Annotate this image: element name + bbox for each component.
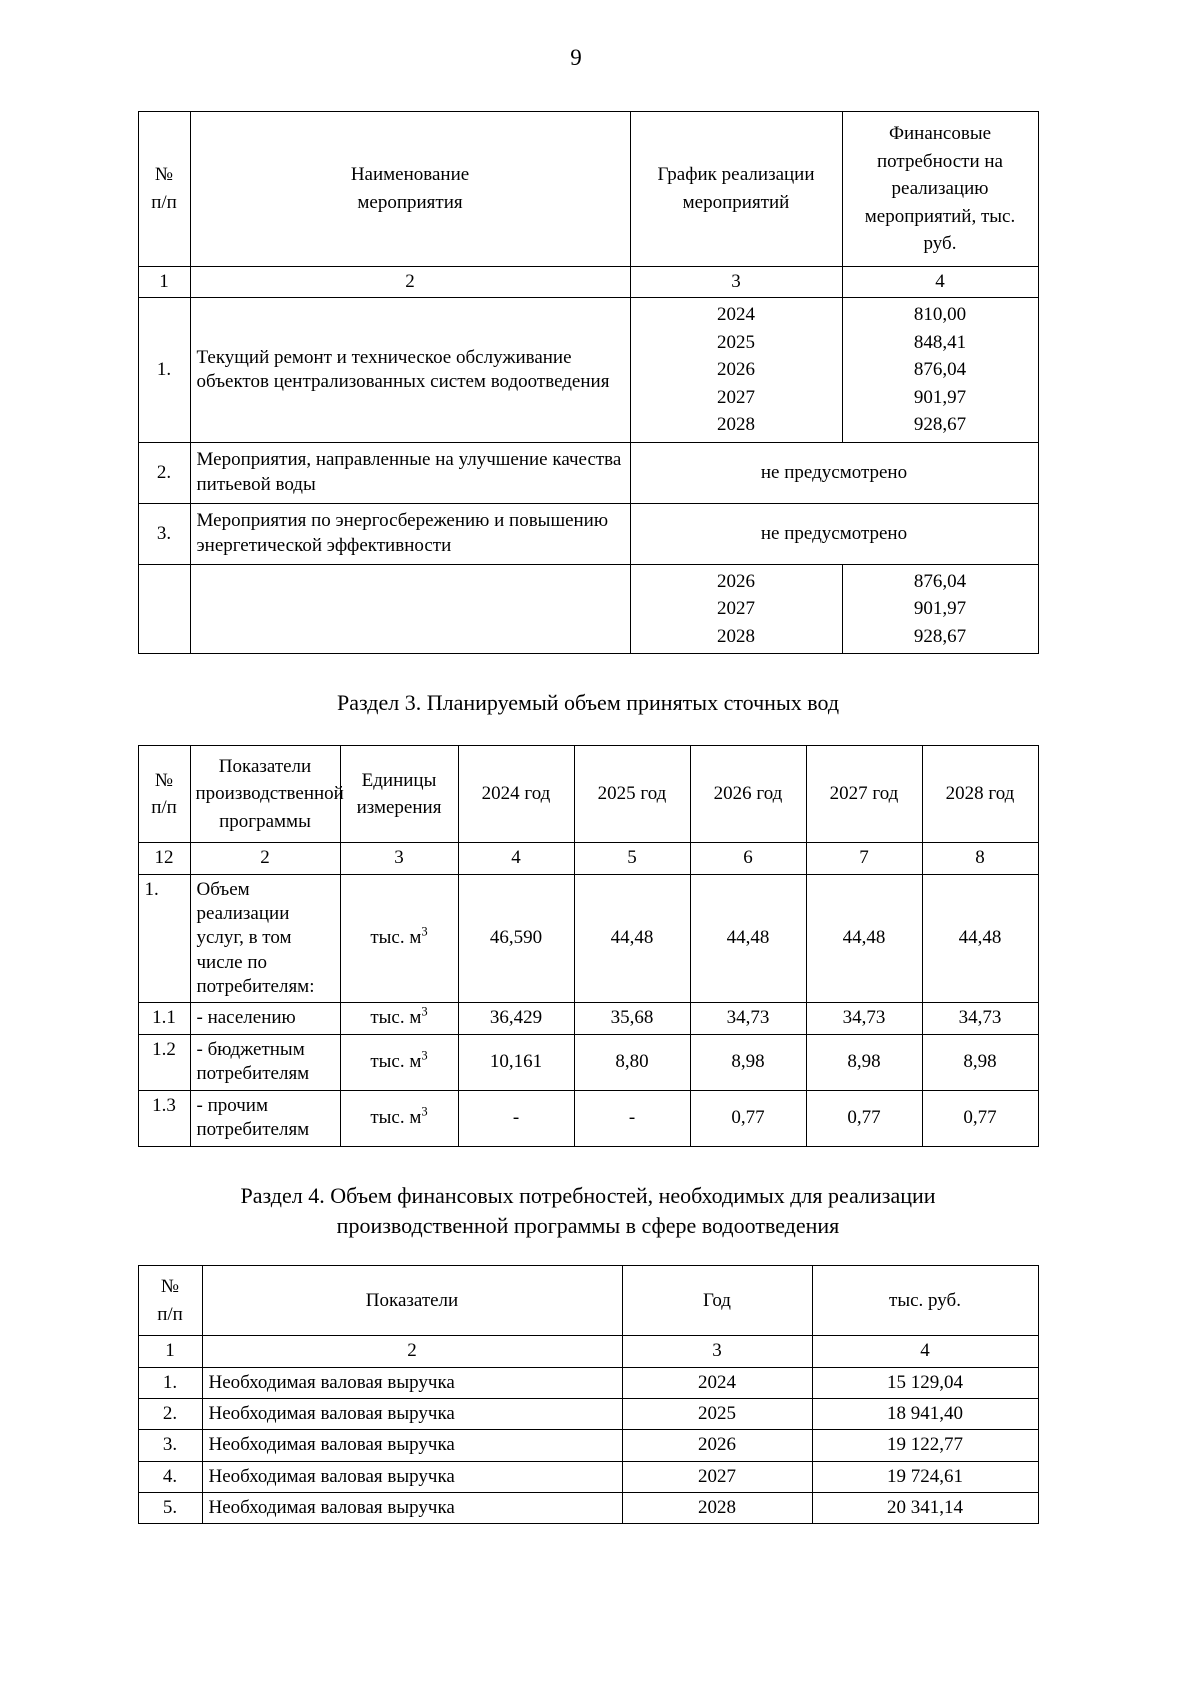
colnum-3: 3	[630, 266, 842, 297]
header-finance-line2: потребности на	[877, 150, 1003, 172]
colnum-8: 8	[922, 843, 1038, 874]
row-schedule-years	[630, 298, 842, 443]
row-value-2025: 8,80	[574, 1034, 690, 1090]
row-year: 2026	[622, 1430, 812, 1461]
row-value-2024: 10,161	[458, 1034, 574, 1090]
row-value-2026: 44,48	[690, 874, 806, 1003]
unit-text: тыс. м	[370, 1106, 422, 1128]
colnum-1: 1	[138, 1336, 202, 1367]
row-value-2026: 8,98	[690, 1034, 806, 1090]
year-item: 2027	[717, 386, 755, 408]
column-number-row	[138, 843, 1038, 874]
row-indicator: Необходимая валовая выручка	[202, 1461, 622, 1492]
row-value-2028: 0,77	[922, 1090, 1038, 1146]
row-number: 1.	[138, 298, 190, 443]
value-item: 848,41	[913, 331, 967, 353]
header-cell-no	[138, 745, 190, 843]
unit-text: тыс. м	[370, 1007, 422, 1029]
table-row	[138, 1492, 1038, 1523]
colnum-2: 2	[190, 843, 340, 874]
row-amount: 19 724,61	[812, 1461, 1038, 1492]
row-indicator: Необходимая валовая выручка	[202, 1399, 622, 1430]
row-value-2026: 34,73	[690, 1003, 806, 1034]
header-cell-indicator	[190, 745, 344, 843]
header-cell-no	[138, 1266, 202, 1336]
row-year: 2024	[622, 1367, 812, 1398]
table-row	[138, 1034, 1038, 1090]
unit-superscript: 3	[421, 1048, 428, 1063]
year-item: 2027	[717, 598, 755, 620]
header-cell-schedule	[630, 112, 842, 267]
colnum-7: 7	[806, 843, 922, 874]
header-cell-name	[190, 112, 630, 267]
colnum-6: 6	[690, 843, 806, 874]
row-unit	[340, 1090, 458, 1146]
table-row	[138, 874, 1038, 1003]
row-not-provided: не предусмотрено	[630, 503, 1038, 564]
value-item: 901,97	[913, 598, 967, 620]
colnum-1: 1	[138, 266, 190, 297]
header-cell-year-2026: 2026 год	[690, 745, 806, 843]
value-item: 928,67	[913, 414, 967, 436]
unit-text: тыс. м	[370, 1050, 422, 1072]
table-row	[138, 298, 1038, 443]
column-number-row	[138, 266, 1038, 297]
header-indicator-line3: программы	[219, 810, 311, 832]
row-schedule-years	[630, 564, 842, 654]
row-value-2025: -	[574, 1090, 690, 1146]
header-finance-line4: мероприятий, тыс.	[864, 205, 1016, 227]
header-no-line1: №	[160, 1276, 180, 1298]
row-value-2025: 35,68	[574, 1003, 690, 1034]
row-value-2027: 0,77	[806, 1090, 922, 1146]
colnum-2: 2	[202, 1336, 622, 1367]
value-item: 876,04	[913, 359, 967, 381]
table-row	[138, 1399, 1038, 1430]
measures-table	[138, 111, 1039, 654]
row-number: 3.	[138, 1430, 202, 1461]
row-finance-values	[842, 298, 1038, 443]
row-amount: 15 129,04	[812, 1367, 1038, 1398]
row-indicator: - бюджетным потребителям	[190, 1034, 340, 1090]
colnum-3: 3	[622, 1336, 812, 1367]
row-value-2024: -	[458, 1090, 574, 1146]
row-measure-name	[190, 564, 630, 654]
colnum-5: 5	[574, 843, 690, 874]
row-value-2027: 44,48	[806, 874, 922, 1003]
row-indicator: - прочим потребителям	[190, 1090, 340, 1146]
row-amount: 18 941,40	[812, 1399, 1038, 1430]
wastewater-volume-table	[138, 745, 1039, 1147]
header-name-line2: мероприятия	[357, 191, 463, 213]
row-number: 1.1	[138, 1003, 190, 1034]
header-no-line2: п/п	[157, 1303, 183, 1325]
value-item: 876,04	[913, 570, 967, 592]
header-cell-year-2027: 2027 год	[806, 745, 922, 843]
unit-superscript: 3	[421, 1104, 428, 1119]
row-number: 3.	[138, 503, 190, 564]
unit-superscript: 3	[421, 1004, 428, 1019]
header-no-line1: №	[154, 769, 174, 791]
year-item: 2028	[717, 414, 755, 436]
row-number: 2.	[138, 1399, 202, 1430]
colnum-4: 4	[842, 266, 1038, 297]
row-number: 5.	[138, 1492, 202, 1523]
row-value-2024: 46,590	[458, 874, 574, 1003]
row-measure-name: Текущий ремонт и техническое обслуживание объектов централизованных систем водоотведения	[190, 298, 630, 443]
header-unit-line2: измерения	[356, 797, 442, 819]
row-number: 4.	[138, 1461, 202, 1492]
page-number: 9	[570, 45, 582, 70]
header-cell-finance	[842, 112, 1038, 267]
header-cell-year-2028: 2028 год	[922, 745, 1038, 843]
row-not-provided: не предусмотрено	[630, 442, 1038, 503]
table-row	[138, 442, 1038, 503]
year-item: 2028	[717, 625, 755, 647]
row-number: 1.	[138, 1367, 202, 1398]
row-value-2028: 44,48	[922, 874, 1038, 1003]
row-value-2026: 0,77	[690, 1090, 806, 1146]
header-finance-line1: Финансовые	[888, 123, 992, 144]
row-value-2027: 8,98	[806, 1034, 922, 1090]
colnum-4: 4	[812, 1336, 1038, 1367]
header-cell-amount: тыс. руб.	[812, 1266, 1038, 1336]
row-number: 2.	[138, 442, 190, 503]
year-item: 2025	[717, 331, 755, 353]
row-indicator: Необходимая валовая выручка	[202, 1430, 622, 1461]
row-amount: 19 122,77	[812, 1430, 1038, 1461]
colnum-4: 4	[458, 843, 574, 874]
row-indicator: - населению	[190, 1003, 340, 1034]
row-value-2024: 36,429	[458, 1003, 574, 1034]
header-cell-year-2025: 2025 год	[574, 745, 690, 843]
colnum-2: 2	[190, 266, 630, 297]
row-unit	[340, 874, 458, 1003]
value-item: 901,97	[913, 386, 967, 408]
header-cell-year-2024: 2024 год	[458, 745, 574, 843]
year-item: 2026	[717, 359, 755, 381]
table-header-row	[138, 745, 1038, 843]
row-finance-values	[842, 564, 1038, 654]
header-cell-indicator: Показатели	[202, 1266, 622, 1336]
row-value-2025: 44,48	[574, 874, 690, 1003]
row-measure-name: Мероприятия, направленные на улучшение качества питьевой воды	[190, 442, 630, 503]
header-name-line1: Наименование	[350, 164, 470, 186]
header-no-line2: п/п	[151, 797, 177, 819]
table-row	[138, 1367, 1038, 1398]
section-4-title	[148, 1181, 1028, 1242]
section-3-title: Раздел 3. Планируемый объем принятых сточных вод	[336, 690, 840, 716]
header-cell-no	[138, 112, 190, 267]
table-row	[138, 1461, 1038, 1492]
row-indicator: Необходимая валовая выручка	[202, 1367, 622, 1398]
row-number: 1.3	[138, 1090, 190, 1146]
row-value-2028: 8,98	[922, 1034, 1038, 1090]
table-row	[138, 1003, 1038, 1034]
row-year: 2028	[622, 1492, 812, 1523]
header-schedule-line1: График реализации	[657, 164, 815, 186]
row-number	[138, 564, 190, 654]
table-row	[138, 1090, 1038, 1146]
year-item: 2026	[717, 570, 755, 592]
row-number: 1.	[138, 874, 190, 1003]
header-cell-unit	[340, 745, 458, 843]
colnum-1: 12	[138, 843, 190, 874]
table-header-row	[138, 1266, 1038, 1336]
row-indicator: Необходимая валовая выручка	[202, 1492, 622, 1523]
header-unit-line1: Единицы	[361, 769, 437, 791]
table-row	[138, 1430, 1038, 1461]
year-item: 2024	[717, 304, 755, 326]
row-value-2027: 34,73	[806, 1003, 922, 1034]
header-finance-line5: руб.	[923, 233, 957, 255]
section-4-title-line1: Раздел 4. Объем финансовых потребностей, необходимых для реализации	[240, 1182, 936, 1208]
unit-superscript: 3	[421, 925, 428, 940]
header-schedule-line2: мероприятий	[682, 191, 790, 213]
table-row	[138, 564, 1038, 654]
row-number: 1.2	[138, 1034, 190, 1090]
header-no-line1: №	[154, 164, 174, 186]
row-indicator: Объем реализации услуг, в том числе по потребителям:	[190, 874, 340, 1003]
header-finance-line3: реализацию	[891, 178, 989, 200]
section-4-title-line2: производственной программы в сфере водоотведения	[336, 1212, 840, 1238]
table-header-row	[138, 112, 1038, 267]
value-item: 810,00	[913, 304, 967, 326]
row-year: 2027	[622, 1461, 812, 1492]
header-indicator-line1: Показатели	[218, 755, 312, 777]
table-row	[138, 503, 1038, 564]
unit-text: тыс. м	[370, 927, 422, 949]
row-unit	[340, 1003, 458, 1034]
header-indicator-line2: производственной	[195, 783, 344, 805]
row-measure-name: Мероприятия по энергосбережению и повышению энергетической эффективности	[190, 503, 630, 564]
value-item: 928,67	[913, 625, 967, 647]
row-year: 2025	[622, 1399, 812, 1430]
header-no-line2: п/п	[151, 191, 177, 213]
row-unit	[340, 1034, 458, 1090]
column-number-row	[138, 1336, 1038, 1367]
financial-needs-table	[138, 1265, 1039, 1524]
colnum-3: 3	[340, 843, 458, 874]
row-amount: 20 341,14	[812, 1492, 1038, 1523]
header-cell-year: Год	[622, 1266, 812, 1336]
row-value-2028: 34,73	[922, 1003, 1038, 1034]
